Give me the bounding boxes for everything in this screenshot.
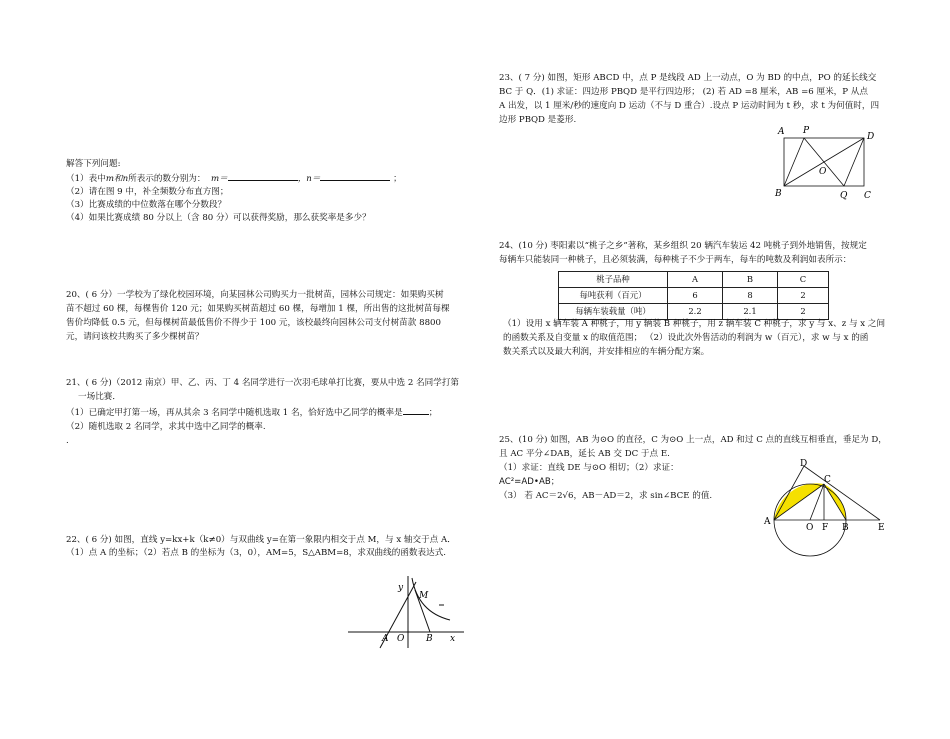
table-cell: 桃子品种	[559, 272, 668, 288]
figure-25-circle	[762, 458, 892, 568]
q19-blank-n[interactable]	[320, 171, 390, 181]
table-cell: 每辆车装载量（吨）	[559, 304, 668, 320]
q19-l1a: （1）表中	[66, 173, 106, 184]
label-o: O	[806, 523, 814, 533]
label-b: B	[775, 189, 782, 199]
q21-l3end: ；	[428, 407, 438, 418]
question-21-block	[66, 377, 459, 449]
q19-n: ，n＝	[297, 173, 321, 184]
table-cell: 6	[668, 288, 723, 304]
question-19-block	[66, 158, 402, 224]
q19-l1b: m和n	[105, 173, 129, 184]
q21-dot: .	[66, 435, 69, 446]
label-c: C	[864, 191, 871, 201]
q21-line-1: 21、( 6 分)（2012 南京）甲、乙、丙、丁 4 名同学进行一次羽毛球单打比赛，要从中选 2 名同学打第	[66, 378, 460, 388]
table-cell: 2.2	[668, 304, 723, 320]
q25-line-4: AC²=AD•AB；	[499, 476, 560, 487]
table-cell: B	[723, 272, 778, 288]
q22-line-1: 22、( 6 分) 如图，直线 y=kx+k（k≠0）与双曲线 y=在第一象限内相交于点 M，与 x 轴交于点 A．	[66, 535, 456, 545]
q19-l1f: ；	[393, 173, 402, 184]
segment-pq	[804, 138, 844, 186]
table-row	[559, 272, 829, 288]
q19-l1c: 所表示的数分别为：	[128, 173, 206, 184]
label-a: A	[382, 634, 389, 644]
table-row	[559, 288, 829, 304]
q23-line-2: BC 于 Q．(1) 求证：四边形 PBQD 是平行四边形； (2) 若 AD =8 厘米，AB =6 厘米，P 从点	[499, 86, 868, 97]
q19-intro: 解答下列问题:	[66, 159, 121, 169]
q19-line-2: （2）请在图 9 中，补全频数分布直方图；	[66, 186, 229, 197]
q22-line-2: （1）点 A 的坐标；（2）若点 B 的坐标为（3，0），AM=5，S△ABM=8，求双曲线的函数表达式.	[66, 547, 447, 558]
q20-line-4: 元，请问该校共购买了多少棵树苗？	[66, 331, 204, 342]
table-cell: 2	[778, 304, 829, 320]
question-24-parts	[503, 318, 885, 360]
label-a: A	[764, 517, 771, 527]
q19-line-3: （3）比赛成绩的中位数落在哪个分数段？	[66, 199, 227, 210]
q24-line-3: （1）设用 x 辆车装 A 种桃子，用 y 辆装 B 种桃子，用 z 辆车装 C 种桃子，求 y 与 x、z 与 x 之间	[503, 319, 886, 329]
label-b: B	[842, 523, 849, 533]
label-y: y	[398, 583, 404, 593]
q24-line-2: 每辆车只能装同一种桃子，且必须装满，每种桃子不少于两车，每车的吨数及利润如表所示：	[499, 254, 852, 265]
figure-22-graph	[346, 570, 466, 650]
label-o: O	[819, 167, 827, 177]
question-24-block	[499, 240, 867, 268]
question-22-block	[66, 534, 456, 560]
label-x: x	[450, 634, 456, 644]
label-o: O	[397, 634, 405, 644]
question-23-block	[499, 72, 879, 128]
question-20-block	[66, 289, 450, 345]
label-q: Q	[840, 191, 848, 201]
segment-qd	[844, 138, 864, 186]
q21-line-4: （2）随机选取 2 名同学，求其中选中乙同学的概率.	[66, 421, 266, 432]
table-cell: 每吨获利（百元）	[559, 288, 668, 304]
q19-line-1	[66, 171, 402, 186]
table-cell: C	[778, 272, 829, 288]
label-p: P	[803, 126, 810, 136]
q25-line-3: （1）求证：直线 DE 与⊙O 相切；（2）求证：	[499, 462, 679, 473]
label-c: C	[824, 475, 831, 485]
q21-blank[interactable]	[403, 405, 429, 415]
q24-line-4: 的函数关系及自变量 x 的取值范围； （2）设此次外售活动的利润为 w（百元），求 w 与 x 的函	[503, 332, 869, 343]
q20-line-3: 售价均降低 0.5 元，但每棵树苗最低售价不得少于 100 元，该校最终向园林公司支付树苗款 8800	[66, 317, 441, 328]
q24-line-1: 24、(10 分) 枣阳素以“桃子之乡”著称，某乡组织 20 辆汽车装运 42 吨桃子到外地销售，按规定	[499, 241, 867, 251]
q21-line-2: 一场比赛．	[78, 391, 121, 402]
q21-line-3	[66, 405, 459, 421]
peach-table	[558, 271, 829, 320]
line-cb	[824, 484, 846, 520]
q21-l3: （1）已确定甲打第一场，再从其余 3 名同学中随机选取 1 名，恰好选中乙同学的概率是	[66, 407, 403, 418]
table-cell: 8	[723, 288, 778, 304]
q20-line-2: 苗不超过 60 棵，每棵售价 120 元；如果购买树苗超过 60 棵，每增加 1 棵，所出售的这批树苗每棵	[66, 303, 450, 314]
q23-line-1: 23、( 7 分) 如图，矩形 ABCD 中，点 P 是线段 AD 上一动点，O 为 BD 的中点，PO 的延长线交	[499, 73, 877, 83]
q25-line-1: 25、(10 分) 如图，AB 为⊙O 的直径，C 为⊙O 上一点，AD 和过 C 点的直线互相垂直，垂足为 D，	[499, 435, 887, 445]
q24-line-5: 数关系式以及最大利润，并安排相应的车辆分配方案。	[503, 346, 710, 357]
q25-line-5: （3） 若 AC＝2√6，AB－AD＝2，求 sin∠BCE 的值.	[499, 490, 713, 501]
label-d: D	[800, 459, 808, 469]
label-d: D	[867, 132, 875, 142]
label-b: B	[426, 634, 433, 644]
q19-m: m＝	[210, 173, 228, 184]
label-e: E	[878, 523, 885, 533]
q23-line-4: 边形 PBQD 是菱形.	[499, 114, 577, 125]
table-cell: 2	[778, 288, 829, 304]
label-m: M	[419, 591, 429, 601]
label-f: F	[822, 523, 829, 533]
q19-blank-m[interactable]	[228, 171, 298, 181]
table-cell: A	[668, 272, 723, 288]
label-a: A	[778, 127, 785, 137]
table-cell: 2.1	[723, 304, 778, 320]
segment-bp	[784, 138, 804, 186]
q23-line-3: A 出发，以 1 厘米/秒的速度向 D 运动（不与 D 重合）.设点 P 运动时间为 t 秒，求 t 为何值时，四	[499, 100, 880, 111]
q25-line-2: 且 AC 平分∠DAB，延长 AB 交 DC 于点 E.	[499, 448, 670, 459]
q19-line-4: （4）如果比赛成绩 80 分以上（含 80 分）可以获得奖励，那么获奖率是多少？	[66, 212, 371, 223]
figure-23-rectangle	[772, 124, 882, 202]
q20-line-1: 20、( 6 分）一学校为了绿化校园环境，向某园林公司购买力一批树苗，园林公司规定：如果购买树	[66, 290, 444, 300]
